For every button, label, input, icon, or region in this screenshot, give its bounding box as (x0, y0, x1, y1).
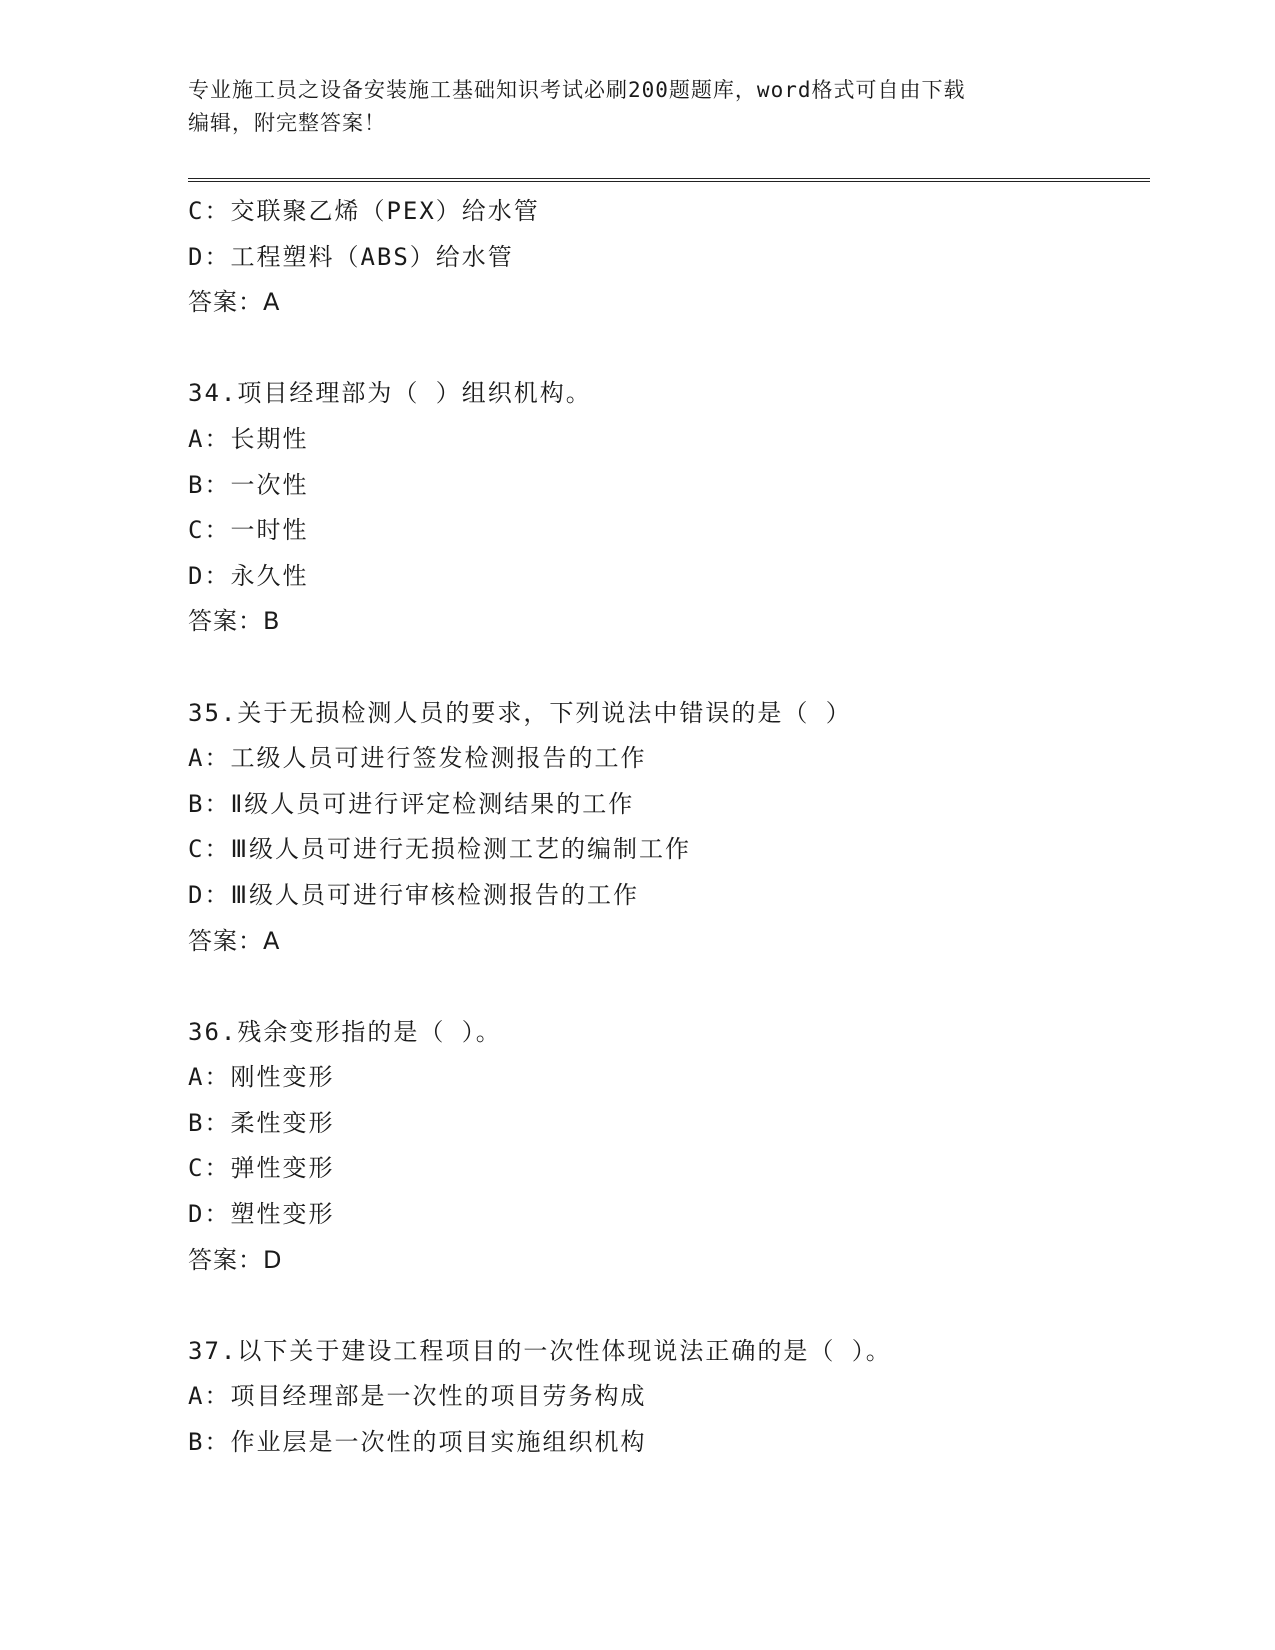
document-header (188, 74, 1088, 140)
option-c: C：Ⅲ级人员可进行无损检测工艺的编制工作 (188, 835, 691, 864)
question-stem: 37.以下关于建设工程项目的一次性体现说法正确的是（ ）。 (188, 1336, 892, 1365)
spacer (188, 964, 1148, 1010)
option-d: D：塑性变形 (188, 1200, 335, 1229)
option-c: C：弹性变形 (188, 1154, 335, 1183)
spacer (188, 1283, 1148, 1329)
question-stem: 35.关于无损检测人员的要求，下列说法中错误的是（ ） (188, 698, 852, 727)
option-a: A：工级人员可进行签发检测报告的工作 (188, 744, 647, 773)
option-a: A：项目经理部是一次性的项目劳务构成 (188, 1382, 647, 1411)
option-c: C：交联聚乙烯（PEX）给水管 (188, 197, 540, 225)
option-a: A：刚性变形 (188, 1063, 335, 1092)
spacer (188, 326, 1148, 372)
option-b: B：柔性变形 (188, 1108, 335, 1137)
question-list (188, 189, 1148, 1466)
answer: 答案：A (188, 926, 281, 955)
option-b: B：作业层是一次性的项目实施组织机构 (188, 1428, 647, 1457)
answer: 答案：A (188, 288, 281, 317)
answer: 答案：D (188, 1245, 283, 1274)
option-d: D：工程塑料（ABS）给水管 (188, 242, 514, 271)
option-b: B：Ⅱ级人员可进行评定检测结果的工作 (188, 789, 635, 818)
question-stem: 34.项目经理部为（ ）组织机构。 (188, 379, 592, 408)
header-divider (188, 178, 1150, 182)
option-c: C：一时性 (188, 516, 309, 545)
option-a: A：长期性 (188, 424, 309, 453)
spacer (188, 645, 1148, 691)
answer: 答案：B (188, 607, 281, 636)
header-line-1: 专业施工员之设备安装施工基础知识考试必刷200题题库，word格式可自由下载 (188, 78, 966, 102)
question-stem: 36.残余变形指的是（ ）。 (188, 1017, 502, 1046)
option-d: D：永久性 (188, 561, 309, 590)
option-d: D：Ⅲ级人员可进行审核检测报告的工作 (188, 880, 639, 909)
header-line-2: 编辑，附完整答案！ (188, 111, 386, 135)
option-b: B：一次性 (188, 470, 309, 499)
